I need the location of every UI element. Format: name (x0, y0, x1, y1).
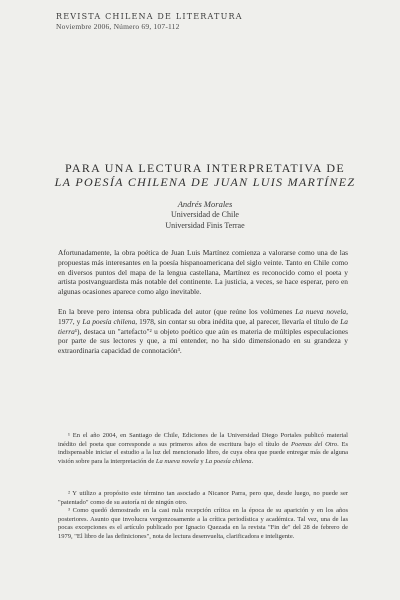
issue-info: Noviembre 2006, Número 69, 107-112 (56, 22, 180, 31)
footnote-3 (58, 507, 348, 541)
footnote-3-text: ³ Como quedó demostrado en la casi nula recepción crítica en la época de su aparición y en los años posteriores. Asunto que involucra vergonzosamente a la crítica periodística y académica. Tal vez, una de las pocas excepciones es el artículo publicado por Ignacio Quezada en la revista "Fin de" del 28 de febrero de 1979, "El libro de las definiciones", nota de lectura desenvuelta, clarificadora e inteligente. (58, 507, 348, 540)
p2-text: , 1978, sin contar su obra inédita que, al parecer, llevaría el título de (135, 316, 341, 326)
journal-name: REVISTA CHILENA DE LITERATURA (56, 12, 243, 21)
p2-text: En la breve pero intensa obra publicada del autor (que reúne los volúmenes (58, 307, 296, 316)
p2-text: , 1977, y (58, 307, 348, 326)
footnote-book-title: La poesía chilena (205, 457, 252, 465)
p2-text: ¹), destaca un "artefacto"² u objeto poético que aún es materia de múltiples especulaciones por parte de sus lectores y que, a mi entender, no ha sido dimensionado en su grandeza y extraordinaria capacidad de connotación³. (58, 326, 348, 356)
footnote-text: . (251, 457, 254, 465)
author-affiliation-2: Universidad Finis Terrae (165, 221, 245, 230)
footnote-1 (58, 432, 348, 466)
footnote-book-title: La nueva novela (155, 457, 199, 465)
article-title-line1: PARA UNA LECTURA INTERPRETATIVA DE (65, 161, 345, 175)
article-title-line2: LA POESÍA CHILENA DE JUAN LUIS MARTÍNEZ (54, 175, 356, 189)
footnote-2-text: ² Y utilizo a propósito este término tan asociado a Nicanor Parra, pero que, desde luego, no puede ser "patentado" como de su autoría ni de ningún otro. (58, 490, 348, 506)
footnote-text: . Es indispensable iniciar el estudio a la luz del mencionado libro, de cuya obra que puede entregar más de alguna visión sobre para la interpretación de (58, 440, 349, 465)
footnote-text: y (198, 457, 206, 465)
body-paragraph-1: Afortunadamente, la obra poética de Juan Luis Martínez comienza a valorarse como una de las propuestas más interesantes en la poesía hispanoamericana del siglo veinte. Tanto en Chile como en diversos puntos del mapa de la lengua castellana, Martínez es reconocido como el poeta y artista postvanguardista más notable del continente. La justicia, a veces, se hace esperar, pero en algunas ocasiones aparece como algo inevitable. (58, 248, 348, 297)
footnote-2 (58, 490, 348, 507)
author-name: Andrés Morales (177, 199, 233, 209)
author-affiliation-1: Universidad de Chile (171, 210, 239, 219)
footnote-text: ¹ En el año 2004, en Santiago de Chile, Ediciones de la Universidad Diego Portales publicó material inédito del poeta que corresponde a sus primeros años de escritura bajo el título de (58, 432, 348, 448)
body-paragraph-2 (58, 307, 348, 356)
p2-book-title: La nueva novela (295, 307, 347, 316)
p2-book-title: La tierra (58, 316, 348, 336)
footnote-book-title: Poemas del Otro (291, 440, 338, 448)
p2-book-title: La poesía chilena (82, 316, 136, 326)
